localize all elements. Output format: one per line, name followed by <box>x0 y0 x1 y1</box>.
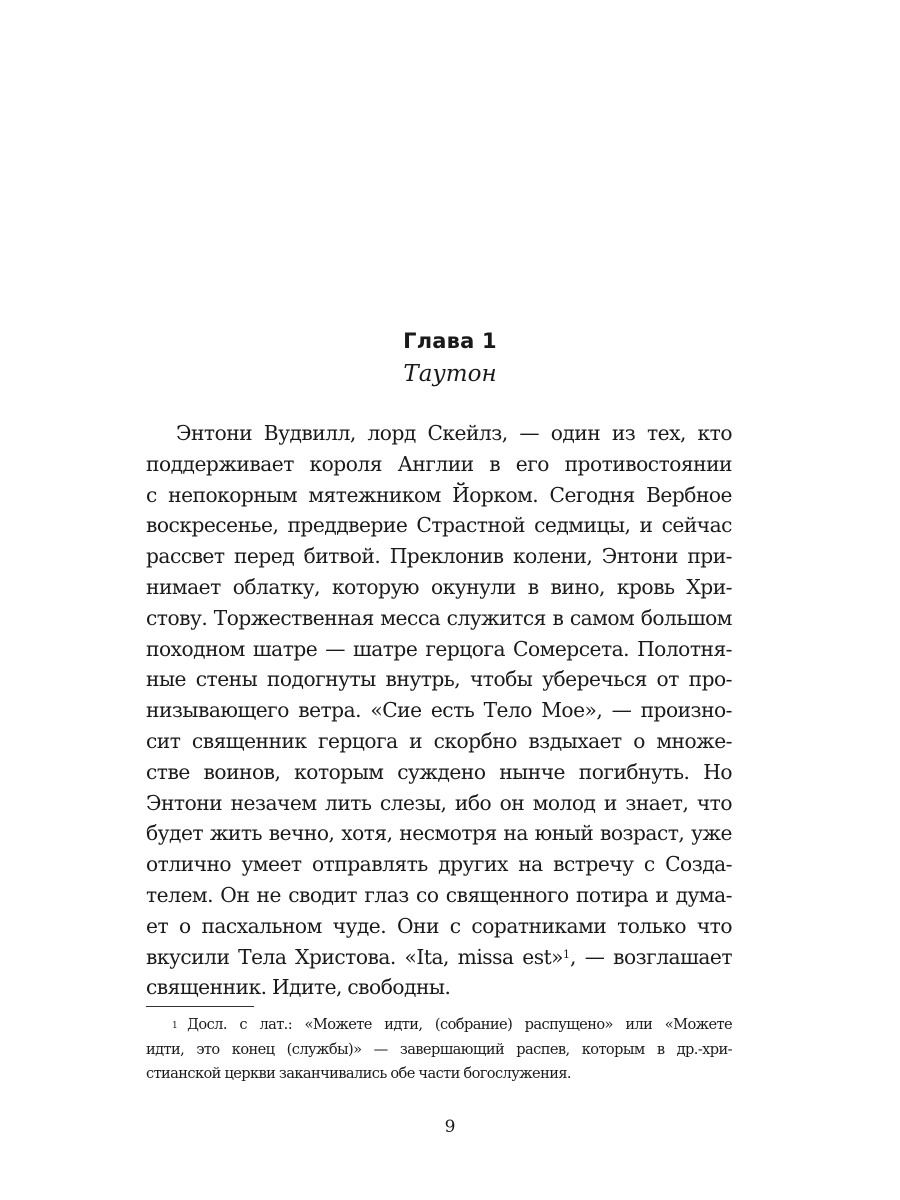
text-line: поддерживает короля Англии в его противостоянии <box>146 451 732 476</box>
text-line: стову. Торжественная месса служится в самом большом <box>146 605 732 630</box>
footnote-line: идти, это конец (службы)» — завершающий распев, которым в др.-хри- <box>146 1040 732 1058</box>
footnote-line: стианской церкви заканчивались обе части богослужения. <box>146 1065 571 1082</box>
text-line: отлично умеет отправлять других на встречу с Созда- <box>146 852 732 877</box>
text-line-with-footnote-ref <box>146 942 732 973</box>
footnote-line <box>146 1013 732 1038</box>
footnote-marker: 1 <box>172 1021 178 1031</box>
chapter-heading <box>0 326 900 390</box>
footnote-reference[interactable]: 1 <box>563 947 571 961</box>
text-line: Энтони Вудвилл, лорд Скейлз, — один из тех, кто <box>176 421 732 445</box>
chapter-title: Таутон <box>403 361 497 387</box>
text-line: Энтони незачем лить слезы, ибо он молод и знает, что <box>146 790 732 815</box>
text-line: ет о пасхальном чуде. Они с соратниками только что <box>146 913 732 938</box>
chapter-number: Глава 1 <box>403 329 497 353</box>
text-line: священник. Идите, свободны. <box>146 975 451 1000</box>
text-line: низывающего ветра. «Сие есть Тело Мое», — произно- <box>146 698 732 723</box>
page-number: 9 <box>444 1117 456 1137</box>
text-line: телем. Он не сводит глаз со священного потира и дума- <box>146 882 732 907</box>
text-segment: вкусили Тела Христова. «Ita, missa est» <box>146 944 564 969</box>
text-line: воскресенье, преддверие Страстной седмицы, и сейчас <box>146 513 732 538</box>
footnote-text: Досл. с лат.: «Можете идти, (собрание) распущено» или «Можете <box>187 1016 732 1033</box>
text-line: нимает облатку, которую окунули в вино, кровь Хри- <box>146 574 732 599</box>
text-line: с непокорным мятежником Йорком. Сегодня Вербное <box>146 482 732 507</box>
text-line: сит священник герцога и скорбно вздыхает о множе- <box>146 728 732 753</box>
text-segment: , — возглашает <box>570 944 732 969</box>
text-line: рассвет перед битвой. Преклонив колени, Энтони при- <box>146 544 732 569</box>
footnote-divider <box>146 1006 254 1007</box>
text-line: походном шатре — шатре герцога Сомерсета. Полотня- <box>146 636 732 661</box>
text-line: стве воинов, которым суждено нынче погибнуть. Но <box>146 759 732 784</box>
body-paragraph <box>146 418 732 1003</box>
text-line: будет жить вечно, хотя, несмотря на юный возраст, уже <box>146 821 732 846</box>
text-line: ные стены подогнуты внутрь, чтобы уберечься от про- <box>146 667 732 692</box>
footnote <box>146 1013 732 1087</box>
